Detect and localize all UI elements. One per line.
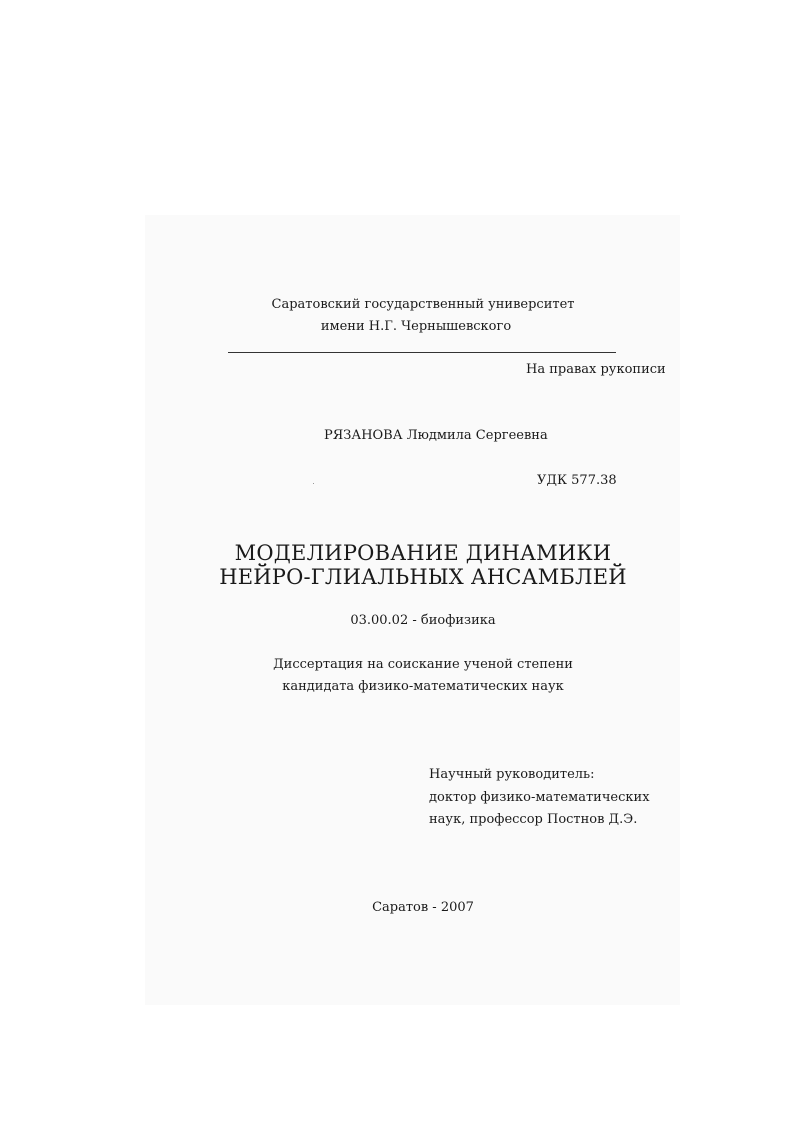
dissertation-title [219,541,627,589]
specialty-code: 03.00.02 - биофизика [350,613,496,628]
udc-code: УДК 577.38 [537,473,617,488]
title-line-2: НЕЙРО-ГЛИАЛЬНЫХ АНСАМБЛЕЙ [219,565,627,589]
supervisor-degree: доктор физико-математических [429,790,650,805]
degree-line-2: кандидата физико-математических наук [282,679,564,694]
degree-line-1: Диссертация на соискание ученой степени [273,657,573,672]
scan-speck [313,483,314,484]
author-name: РЯЗАНОВА Людмила Сергеевна [324,428,548,443]
supervisor-name: наук, профессор Постнов Д.Э. [429,812,638,827]
title-line-1: МОДЕЛИРОВАНИЕ ДИНАМИКИ [234,541,612,565]
manuscript-rights-note: На правах рукописи [526,362,666,377]
city-year: Саратов - 2007 [372,900,474,915]
supervisor-label: Научный руководитель: [429,767,595,782]
header-divider [228,352,616,353]
institution-line-2: имени Н.Г. Чернышевского [320,319,512,334]
institution-line-1: Саратовский государственный университет [271,297,575,312]
